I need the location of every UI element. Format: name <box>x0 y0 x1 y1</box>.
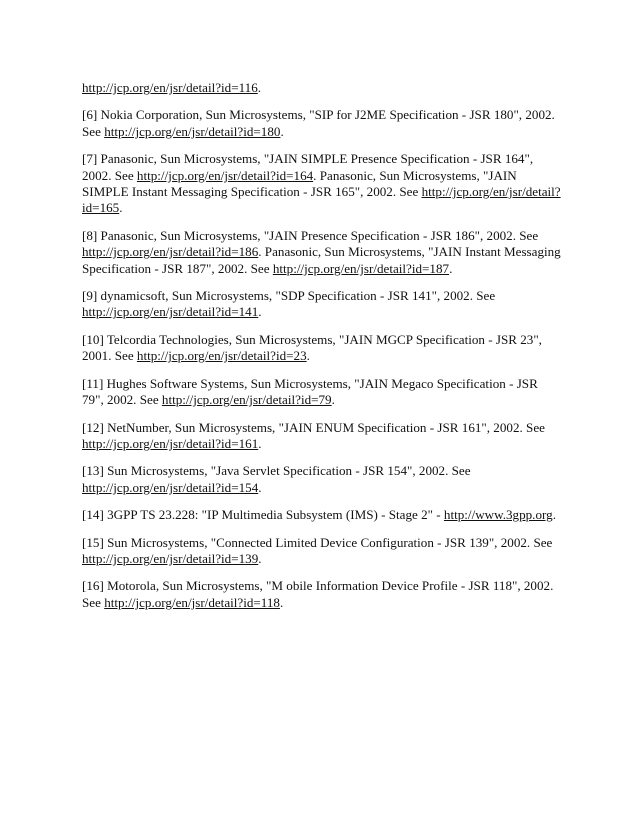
reference-entry <box>82 288 562 321</box>
reference-text: . <box>258 304 262 320</box>
reference-text: . <box>258 550 262 566</box>
reference-text: . Panasonic, Sun Microsystems, "JAIN Instant Messaging Specification - JSR 187", 2002. See <box>82 244 561 276</box>
reference-link[interactable]: http://jcp.org/en/jsr/detail?id=161 <box>82 435 259 451</box>
reference-entry <box>82 332 562 365</box>
reference-text: . <box>279 594 284 610</box>
reference-link[interactable]: http://jcp.org/en/jsr/detail?id=118 <box>104 594 280 610</box>
reference-entry <box>82 376 562 409</box>
reference-entry <box>82 80 562 96</box>
reference-link[interactable]: http://jcp.org/en/jsr/detail?id=23 <box>136 348 307 364</box>
reference-entry <box>82 420 562 453</box>
reference-link[interactable]: http://jcp.org/en/jsr/detail?id=139 <box>82 550 259 566</box>
reference-link[interactable]: http://jcp.org/en/jsr/detail?id=164 <box>136 167 314 183</box>
reference-text: [7] Panasonic, Sun Microsystems, "JAIN SIMPLE Presence Specification - JSR 164", 2002. See <box>82 151 534 183</box>
reference-entry <box>82 107 562 140</box>
reference-entry <box>82 151 562 217</box>
reference-text: . <box>258 479 262 495</box>
reference-entry <box>82 535 562 568</box>
reference-text: [15] Sun Microsystems, "Connected Limited Device Configuration - JSR 139", 2002. See <box>82 534 553 550</box>
reference-link[interactable]: http://jcp.org/en/jsr/detail?id=141 <box>82 304 259 320</box>
reference-link[interactable]: http://jcp.org/en/jsr/detail?id=79 <box>161 392 332 408</box>
reference-text: . <box>257 80 262 95</box>
reference-text: [11] Hughes Software Systems, Sun Microsystems, "JAIN Megaco Specification - JSR 79", 2002. See <box>82 375 538 408</box>
reference-text: . <box>331 392 335 408</box>
reference-list <box>82 80 562 622</box>
reference-text: . <box>306 348 310 364</box>
reference-entry <box>82 578 562 611</box>
reference-text: [6] Nokia Corporation, Sun Microsystems, "SIP for J2ME Specification - JSR 180", 2002. See <box>82 107 555 139</box>
reference-text: . <box>280 123 284 139</box>
reference-link[interactable]: http://jcp.org/en/jsr/detail?id=187 <box>272 260 450 276</box>
reference-text: [8] Panasonic, Sun Microsystems, "JAIN Presence Specification - JSR 186", 2002. See <box>82 227 539 243</box>
reference-text: [13] Sun Microsystems, "Java Servlet Specification - JSR 154", 2002. See <box>82 463 471 479</box>
reference-link[interactable]: http://jcp.org/en/jsr/detail?id=154 <box>82 479 259 495</box>
reference-entry <box>82 463 562 496</box>
reference-text: [10] Telcordia Technologies, Sun Microsystems, "JAIN MGCP Specification - JSR 23", 2001. See <box>82 331 542 364</box>
reference-text: [9] dynamicsoft, Sun Microsystems, "SDP Specification - JSR 141", 2002. See <box>82 288 496 304</box>
reference-text: [12] NetNumber, Sun Microsystems, "JAIN ENUM Specification - JSR 161", 2002. See <box>82 419 545 435</box>
reference-text: [14] 3GPP TS 23.228: "IP Multimedia Subsystem (IMS) - Stage 2" - <box>82 507 444 523</box>
reference-text: . <box>449 260 453 276</box>
reference-link[interactable]: http://jcp.org/en/jsr/detail?id=180 <box>104 123 281 139</box>
reference-link[interactable]: http://jcp.org/en/jsr/detail?id=186 <box>82 244 259 260</box>
reference-entry <box>82 507 562 523</box>
reference-text: . Panasonic, Sun Microsystems, "JAIN SIMPLE Instant Messaging Specification - JSR 165", 2002. See <box>82 167 517 200</box>
reference-text: . <box>552 507 556 523</box>
reference-link[interactable]: http://jcp.org/en/jsr/detail?id=165 <box>82 184 561 216</box>
reference-link[interactable]: http://jcp.org/en/jsr/detail?id=116 <box>82 80 258 95</box>
reference-text: . <box>119 200 123 216</box>
reference-entry <box>82 228 562 277</box>
reference-text: . <box>258 435 262 451</box>
reference-link[interactable]: http://www.3gpp.org <box>443 507 553 523</box>
reference-text: [16] Motorola, Sun Microsystems, "M obile Information Device Profile - JSR 118", 2002. See <box>82 578 554 610</box>
